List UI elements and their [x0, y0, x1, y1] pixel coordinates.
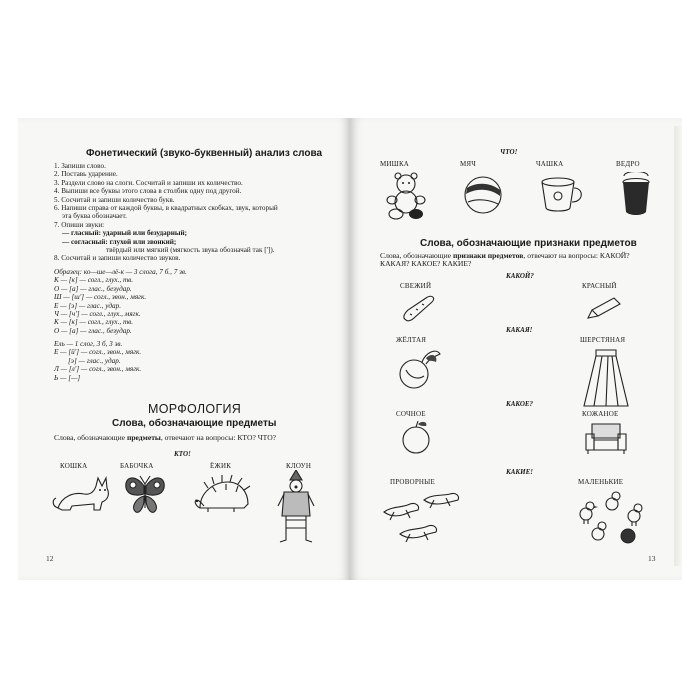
step: 3. Раздели слово на слоги. Сосчитай и запиши их количество. — [54, 178, 243, 187]
question-kakoy: КАКОЙ? — [506, 272, 534, 280]
question-kakie: КАКИЕ! — [506, 468, 534, 476]
phonetic-title: Фонетический (звуко-буквенный) анализ слова — [86, 148, 323, 159]
adjective-label: СВЕЖИЙ — [400, 282, 432, 290]
apple-icon — [398, 420, 434, 456]
picture-label: ВЕДРО — [616, 160, 640, 168]
pencil-icon — [584, 296, 624, 322]
step: 8. Сосчитай и запиши количество звуков. — [54, 254, 181, 263]
adjective-label: ШЕРСТЯНАЯ — [580, 336, 626, 344]
teddy-bear-icon — [380, 172, 432, 220]
picture-label: ЁЖИК — [210, 462, 232, 470]
steps-list — [54, 162, 334, 263]
turnip-icon — [396, 348, 444, 392]
objects-subtitle: Слова, обозначающие предметы — [112, 418, 277, 429]
hedgehog-icon — [194, 474, 252, 516]
question-kakaya: КАКАЯ! — [506, 326, 533, 334]
picture-label: КОШКА — [60, 462, 88, 470]
page-edge — [674, 126, 682, 566]
chicks-icon — [572, 490, 654, 550]
adjective-label: МАЛЕНЬКИЕ — [578, 478, 624, 486]
page-number: 13 — [648, 554, 656, 563]
step: 6. Напиши справа от каждой буквы, в квадратных скобках, звук, который — [54, 204, 278, 213]
question-what: ЧТО! — [500, 148, 518, 156]
attributes-subtitle: Слова, обозначающие признаки предметов — [420, 238, 637, 249]
question-kakoe: КАКОЕ? — [506, 400, 534, 408]
step: 5. Сосчитай и запиши количество букв. — [54, 195, 175, 204]
cucumber-icon — [400, 294, 440, 324]
adjective-label: СОЧНОЕ — [396, 410, 426, 418]
skirt-icon — [582, 346, 630, 412]
ball-icon — [462, 174, 504, 216]
picture-label: МИШКА — [380, 160, 410, 168]
step: 1. Запиши слово. — [54, 162, 106, 170]
open-workbook — [18, 118, 682, 580]
armchair-icon — [584, 420, 628, 456]
question-who: КТО! — [174, 450, 191, 458]
adjective-label: КРАСНЫЙ — [582, 282, 617, 290]
cup-icon — [538, 176, 588, 216]
objects-intro: Слова, обозначающие предметы, отвечают на вопросы: КТО? ЧТО? — [54, 433, 277, 442]
example-koshelek: Образец: ко—ше—лё-к — 3 слога, 7 б., 7 зв. К — [к] — согл., глух., тв. О — [а] — глас., безудар. Ш — [ш'] — согл., звон., мягк. Е — [э] — глас., удар. Ч — [ч'] — согл., глух., мягк. К — [к] — согл., глух., тв. О — [а] — глас., безудар. — [54, 268, 187, 335]
clown-icon — [276, 470, 316, 548]
step: 2. Поставь ударение. — [54, 170, 118, 179]
step: 4. Выпиши все буквы этого слова в столбик одну под другой. — [54, 187, 242, 196]
step: — гласный: ударный или безударный; — [62, 229, 188, 238]
cat-icon — [50, 474, 112, 516]
adjective-label: КОЖАНОЕ — [582, 410, 619, 418]
attributes-intro: Слова, обозначающие признаки предметов, отвечают на вопросы: КАКОЙ? КАКАЯ? КАКОЕ? КАКИЕ? — [380, 251, 630, 269]
adjective-label: ПРОВОРНЫЕ — [390, 478, 435, 486]
step: — согласный: глухой или звонкий; — [62, 237, 177, 246]
picture-label: МЯЧ — [460, 160, 477, 168]
right-page — [350, 118, 682, 580]
page-number: 12 — [46, 554, 54, 563]
example-el: Ель — 1 слог, 3 б, 3 зв. Е — [й'] — согл., звон., мягк. [э] — глас., удар. Л — [л'] — согл., звон., мягк. Ь — [—] — [54, 340, 142, 382]
picture-label: ЧАШКА — [536, 160, 564, 168]
step: твёрдый или мягкий (мягкость звука обозначай так [']). — [106, 246, 275, 255]
picture-label: КЛОУН — [286, 462, 312, 470]
lizards-icon — [380, 490, 480, 550]
step: эта буква обозначает. — [62, 212, 127, 221]
adjective-label: ЖЁЛТАЯ — [396, 336, 427, 344]
left-page — [18, 118, 350, 580]
picture-label: БАБОЧКА — [120, 462, 154, 470]
butterfly-icon — [122, 474, 168, 518]
bucket-icon — [618, 172, 654, 218]
step: 7. Опиши звуки: — [54, 220, 105, 229]
morphology-title: МОРФОЛОГИЯ — [148, 402, 242, 416]
